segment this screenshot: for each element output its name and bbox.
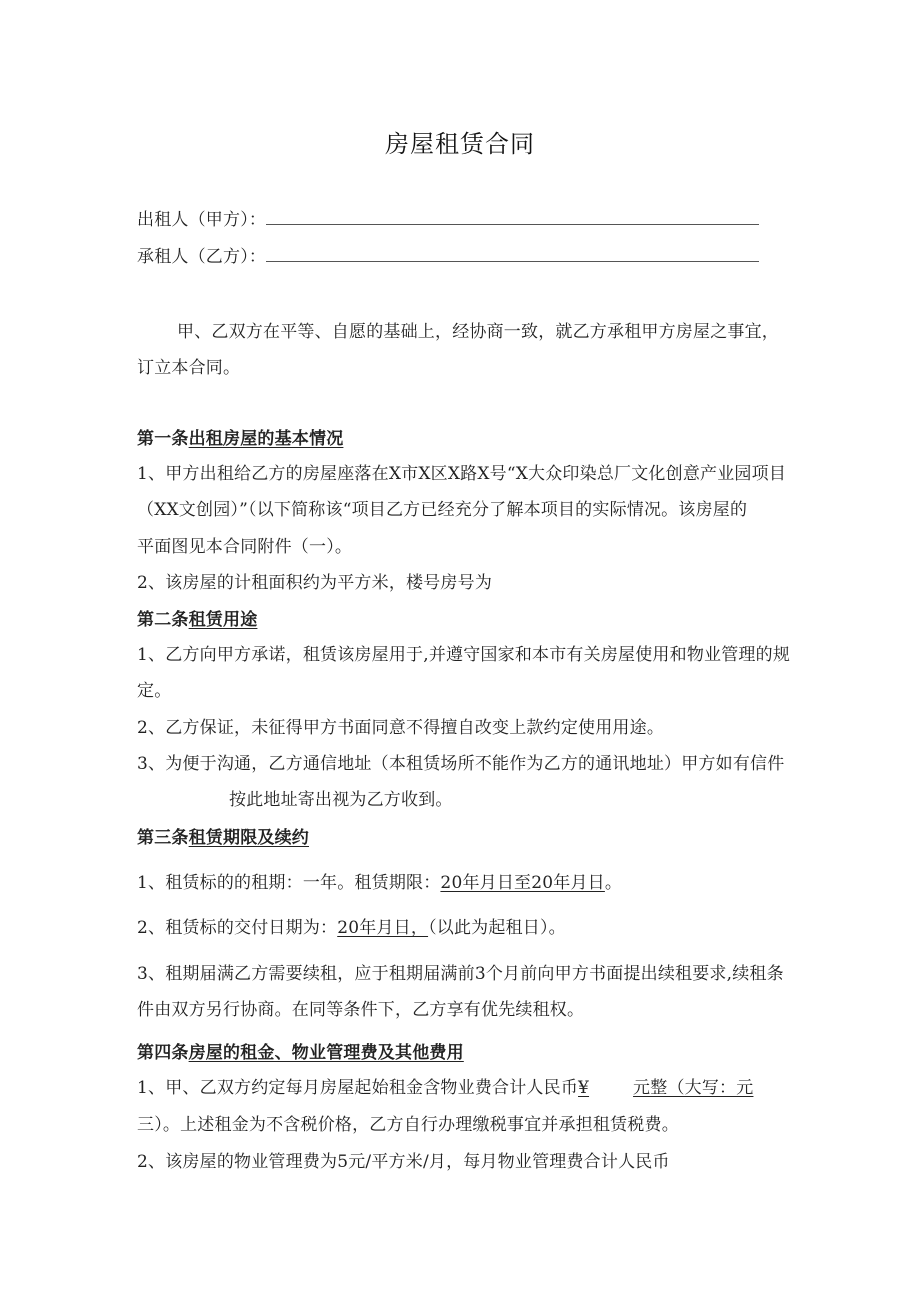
article-2-p2: 2、乙方保证，未征得甲方书面同意不得擅自改变上款约定使用用途。 — [137, 718, 665, 738]
article-2-p3-line-1: 3、为便于沟通，乙方通信地址（本租赁场所不能作为乙方的通讯地址）甲方如有信件 — [137, 754, 785, 774]
article-1-p2: 2、该房屋的计租面积约为平方米，楼号房号为 — [137, 573, 493, 593]
delivery-date: 20年月日， — [337, 918, 429, 938]
article-4-heading — [137, 1041, 464, 1065]
article-3-p1-text: 1、租赁标的的租期：一年。租赁期限： — [137, 873, 441, 893]
article-3-p1 — [137, 871, 622, 895]
article-4-prefix: 第四条 — [137, 1043, 189, 1063]
article-2-p1-line-1: 1、乙方向甲方承诺，租赁该房屋用于,并遵守国家和本市有关房屋使用和物业管理的规 — [137, 645, 791, 665]
article-4-p2: 2、该房屋的物业管理费为5元/平方米/月，每月物业管理费合计人民币 — [137, 1152, 670, 1172]
article-3-title: 租赁期限及续约 — [188, 828, 310, 848]
rent-amount-blank — [578, 1078, 753, 1098]
article-1-p1-line-1: 1、甲方出租给乙方的房屋座落在X市X区X路X号“X大众印染总厂文化创意产业园项目 — [137, 464, 787, 484]
rent-amount-words: 元整（大写：元 — [633, 1078, 754, 1098]
article-4-p1-text: 1、甲、乙双方约定每月房屋起始租金含物业费合计人民币 — [137, 1078, 579, 1098]
article-1-title: 出租房屋的基本情况 — [188, 429, 344, 449]
lease-term-dates: 20年月日至20年月日 — [440, 873, 605, 893]
currency-symbol: ¥ — [578, 1078, 590, 1098]
article-3-p3-line-2: 件由双方另行协商。在同等条件下，乙方享有优先续租权。 — [137, 1000, 585, 1020]
article-2-heading — [137, 608, 257, 632]
article-2-prefix: 第二条 — [137, 610, 189, 630]
article-3-p2-text: 2、租赁标的交付日期为： — [137, 918, 338, 938]
article-3-heading — [137, 826, 309, 850]
article-2-p1-line-2: 定。 — [137, 681, 172, 701]
preamble-line-2: 订立本合同。 — [137, 358, 241, 378]
document-title: 房屋租赁合同 — [385, 130, 535, 158]
article-4-p1-line-2: 三）。上述租金为不含税价格，乙方自行办理缴税事宜并承担租赁税费。 — [137, 1115, 679, 1135]
article-4-p1-line-1 — [137, 1076, 753, 1100]
article-3-p3-line-1: 3、租期届满乙方需要续租，应于租期届满前3个月前向甲方书面提出续租要求,续租条 — [137, 964, 784, 984]
article-1-p1-line-2: （XX文创园）”（以下简称该“项目乙方已经充分了解本项目的实际情况。该房屋的 — [137, 500, 748, 520]
lessor-line — [137, 208, 759, 232]
article-1-p1-line-3: 平面图见本合同附件（一）。 — [137, 537, 353, 557]
article-1-prefix: 第一条 — [137, 429, 189, 449]
article-3-p2-end: （以此为起租日）。 — [428, 918, 566, 938]
lessee-label: 承租人（乙方）： — [137, 247, 267, 267]
article-2-p3-line-2: 按此地址寄出视为乙方收到。 — [229, 790, 453, 810]
article-3-prefix: 第三条 — [137, 828, 189, 848]
lessee-blank — [266, 247, 759, 262]
article-3-p2 — [137, 916, 566, 940]
article-3-p1-end: 。 — [604, 873, 623, 893]
preamble-line-1: 甲、乙双方在平等、自愿的基础上，经协商一致，就乙方承租甲方房屋之事宜， — [177, 322, 779, 342]
lessor-blank — [266, 210, 759, 225]
lessor-label: 出租人（甲方）： — [137, 210, 267, 230]
lessee-line — [137, 245, 759, 269]
article-2-title: 租赁用途 — [188, 610, 258, 630]
article-1-heading — [137, 427, 343, 451]
article-4-title: 房屋的租金、物业管理费及其他费用 — [188, 1043, 464, 1063]
